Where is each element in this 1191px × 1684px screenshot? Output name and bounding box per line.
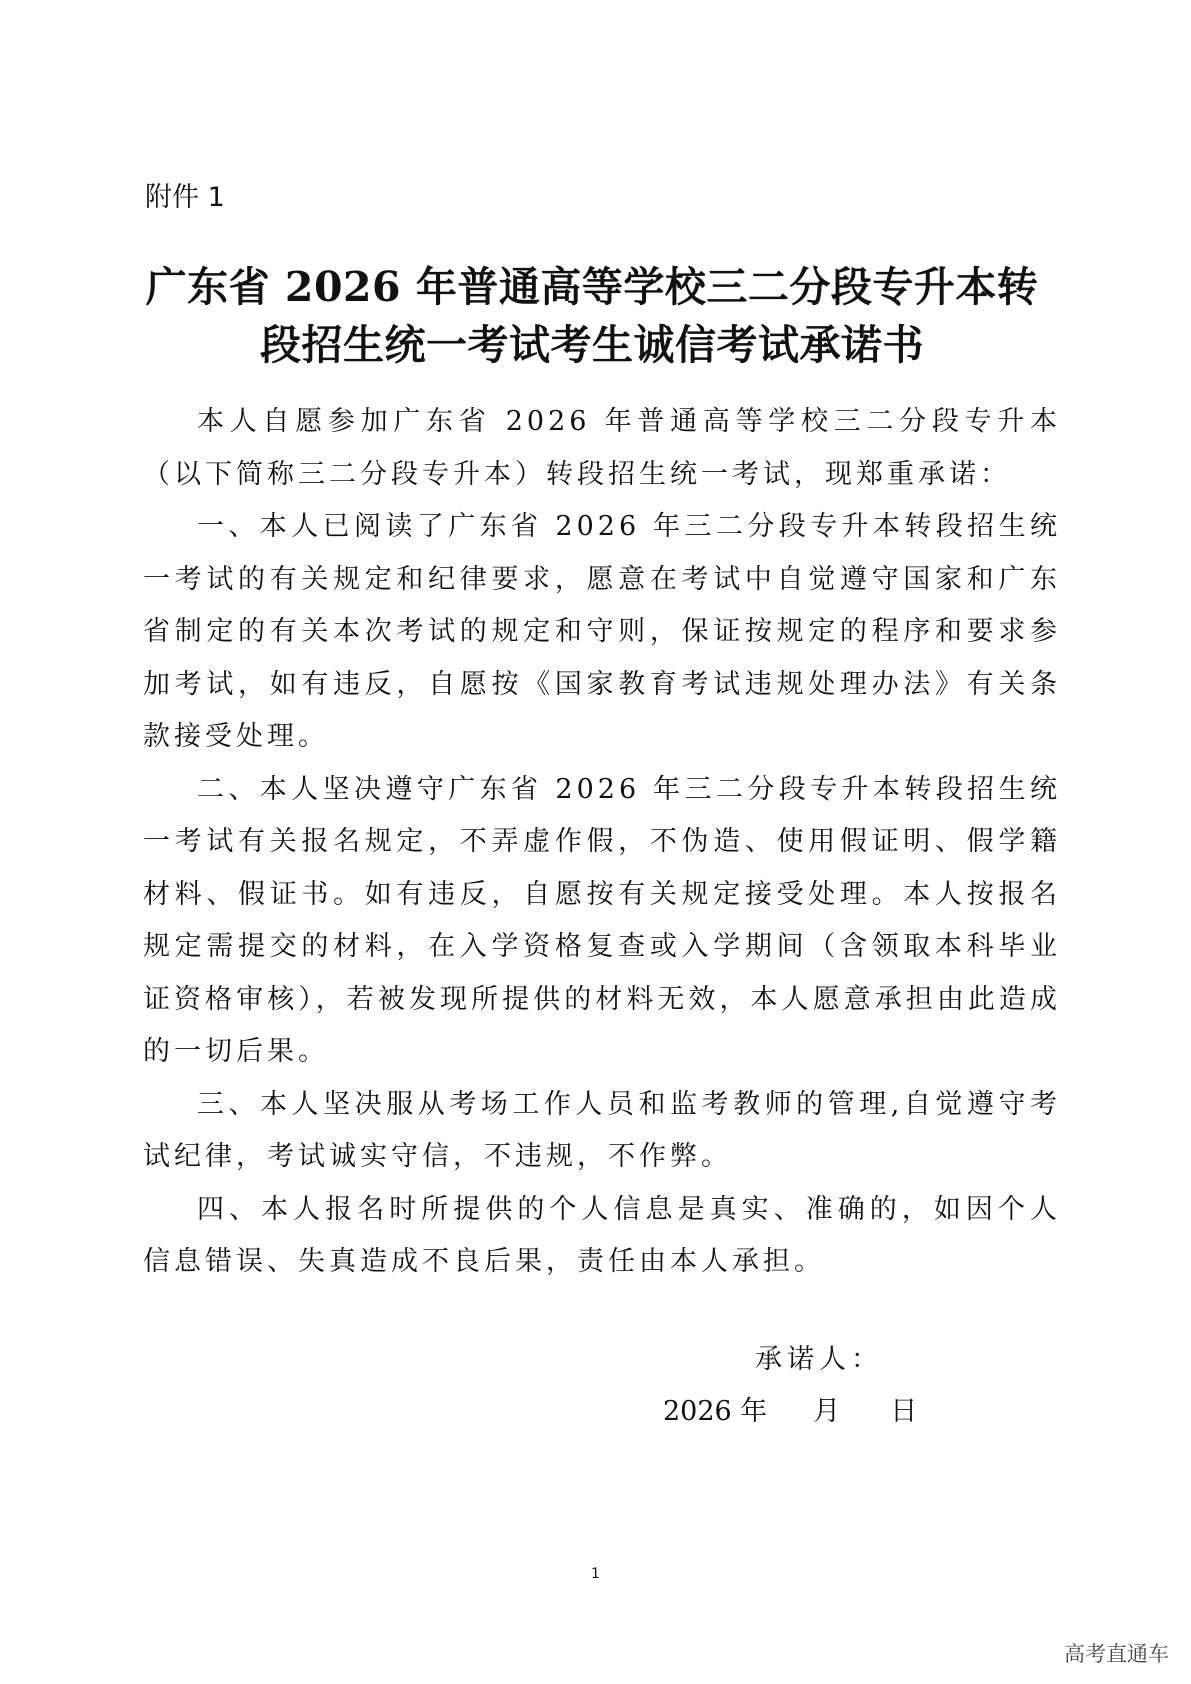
paragraph-pledge-1: 一、本人已阅读了广东省 2026 年三二分段专升本转段招生统一考试的有关规定和纪律要求，愿意在考试中自觉遵守国家和广东省制定的有关本次考试的规定和守则，保证按规定的程序和要求参加考试，如有违反，自愿按《国家教育考试违规处理办法》有关条款接受处理。 bbox=[143, 511, 1061, 752]
document-body bbox=[143, 396, 1061, 1289]
watermark-text: 高考直通车 bbox=[1064, 1642, 1169, 1666]
paragraph-pledge-3: 三、本人坚决服从考场工作人员和监考教师的管理,自觉遵守考试纪律，考试诚实守信，不违规，不作弊。 bbox=[143, 1088, 1061, 1172]
paragraph-intro: 本人自愿参加广东省 2026 年普通高等学校三二分段专升本（以下简称三二分段专升本）转段招生统一考试，现郑重承诺： bbox=[143, 406, 1061, 490]
date-month: 月 bbox=[813, 1396, 841, 1427]
date-year: 2026 年 bbox=[663, 1396, 768, 1427]
page-number: 1 bbox=[591, 1566, 600, 1582]
date-day: 日 bbox=[890, 1396, 918, 1427]
signature-date bbox=[663, 1390, 917, 1434]
title-line-1: 广东省 2026 年普通高等学校三二分段专升本转 bbox=[145, 263, 1039, 311]
paragraph-pledge-4: 四、本人报名时所提供的个人信息是真实、准确的，如因个人信息错误、失真造成不良后果，责任由本人承担。 bbox=[143, 1193, 1061, 1277]
paragraph-pledge-2: 二、本人坚决遵守广东省 2026 年三二分段专升本转段招生统一考试有关报名规定，不弄虚作假，不伪造、使用假证明、假学籍材料、假证书。如有违反，自愿按有关规定接受处理。本人按报名规定需提交的材料，在入学资格复查或入学期间（含领取本科毕业证资格审核），若被发现所提供的材料无效，本人愿意承担由此造成的一切后果。 bbox=[143, 773, 1061, 1067]
attachment-label: 附件 1 bbox=[145, 182, 225, 213]
signer-label: 承诺人： bbox=[755, 1344, 883, 1375]
title-line-2: 段招生统一考试考生诚信考试承诺书 bbox=[260, 321, 924, 369]
document-title bbox=[120, 258, 1064, 374]
